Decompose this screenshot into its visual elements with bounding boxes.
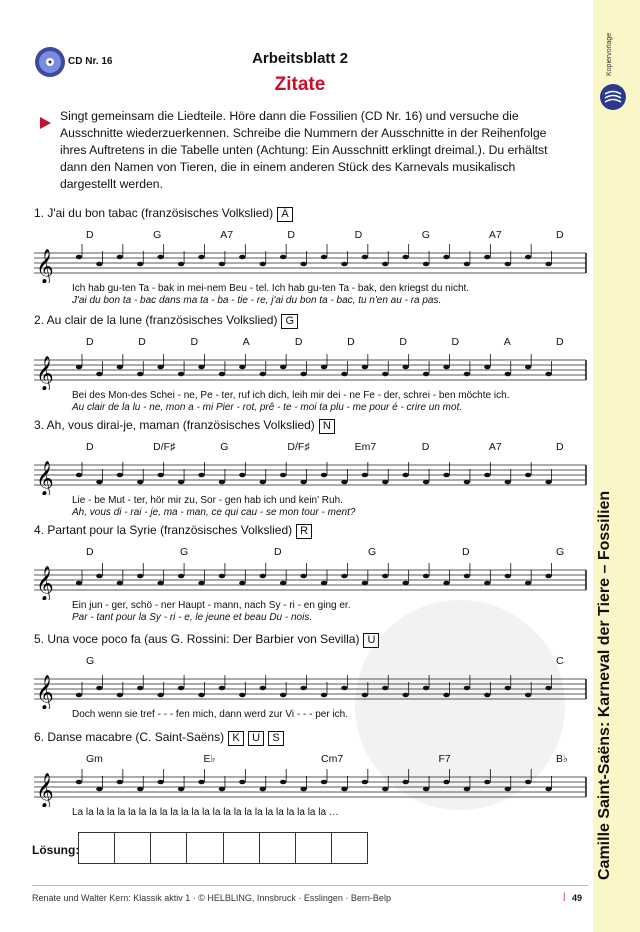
- music-staff: [34, 455, 594, 495]
- note-head: [423, 262, 429, 267]
- music-staff: [34, 560, 594, 600]
- chord-symbol: A7: [488, 441, 502, 453]
- note-head: [341, 372, 347, 377]
- note-head: [300, 372, 306, 377]
- chord-symbol: E♭: [203, 753, 216, 765]
- note-head: [341, 480, 347, 485]
- note-head: [280, 581, 286, 586]
- note-head: [545, 262, 551, 267]
- chord-symbol: Gm: [86, 753, 103, 765]
- note-head: [402, 473, 408, 478]
- note-head: [341, 262, 347, 267]
- note-head: [137, 372, 143, 377]
- song-title: [34, 730, 284, 746]
- chord-symbol: F7: [438, 753, 451, 765]
- chord-symbol: G: [153, 229, 162, 241]
- side-title: Camille Saint-Saëns: Karneval der Tiere – Fossilien: [596, 490, 613, 880]
- note-head: [484, 581, 490, 586]
- note-head: [525, 780, 531, 785]
- note-head: [178, 574, 184, 579]
- note-head: [178, 686, 184, 691]
- chord-symbol: D: [556, 336, 564, 348]
- note-head: [464, 787, 470, 792]
- chord-symbol: D: [421, 441, 430, 453]
- note-head: [178, 372, 184, 377]
- note-head: [300, 574, 306, 579]
- note-head: [402, 255, 408, 260]
- song-title-text: 6. Danse macabre (C. Saint-Saëns): [34, 730, 225, 744]
- solution-cell[interactable]: [259, 832, 295, 864]
- note-head: [157, 473, 163, 478]
- song-title-text: 5. Una voce poco fa (aus G. Rossini: Der Barbier von Sevilla): [34, 632, 360, 646]
- note-head: [402, 581, 408, 586]
- song-title-text: 4. Partant pour la Syrie (französisches Volkslied): [34, 523, 293, 537]
- helbling-logo-icon: [598, 82, 628, 112]
- note-head: [117, 780, 123, 785]
- lyric-line-original: Ah, vous di - rai - je, ma - man, ce qui cau - se mon tour - ment?: [72, 507, 356, 518]
- note-head: [423, 372, 429, 377]
- song-title: [34, 418, 335, 434]
- lyric-line-german: Ein jun - ger, schö - ner Haupt - mann, nach Sy - ri - en ging er.: [72, 600, 351, 611]
- note-head: [260, 574, 266, 579]
- answer-letter-box: R: [296, 524, 312, 539]
- note-head: [280, 473, 286, 478]
- note-head: [464, 574, 470, 579]
- chord-symbol: D: [294, 336, 303, 348]
- note-head: [260, 372, 266, 377]
- note-head: [321, 255, 327, 260]
- lyric-line-german: La la la la la la la la la la la la la la la la la la la la la la la la …: [72, 807, 339, 818]
- note-head: [402, 365, 408, 370]
- note-head: [198, 365, 204, 370]
- note-head: [198, 255, 204, 260]
- worksheet-subtitle: Zitate: [274, 74, 326, 95]
- treble-clef-icon: 𝄞: [36, 356, 54, 390]
- note-head: [525, 365, 531, 370]
- footer-separator: |: [563, 891, 566, 901]
- note-head: [260, 787, 266, 792]
- chord-symbol: D: [347, 336, 355, 348]
- note-head: [198, 693, 204, 698]
- note-head: [505, 262, 511, 267]
- note-head: [423, 480, 429, 485]
- note-head: [341, 574, 347, 579]
- treble-clef-icon: 𝄞: [36, 773, 54, 807]
- solution-cell[interactable]: [78, 832, 114, 864]
- note-head: [117, 693, 123, 698]
- note-head: [362, 365, 368, 370]
- chord-symbol: D: [86, 441, 94, 453]
- chord-symbol: D: [556, 441, 564, 453]
- chord-symbol: D: [451, 336, 460, 348]
- note-head: [443, 693, 449, 698]
- chord-symbol: G: [180, 546, 189, 558]
- note-head: [76, 581, 82, 586]
- chord-symbol: G: [86, 655, 95, 667]
- chord-symbol: D: [86, 229, 94, 241]
- note-head: [341, 686, 347, 691]
- note-head: [280, 780, 286, 785]
- note-head: [545, 372, 551, 377]
- chord-symbol: D: [274, 546, 282, 558]
- note-head: [239, 473, 245, 478]
- note-head: [157, 365, 163, 370]
- note-head: [402, 693, 408, 698]
- note-head: [362, 693, 368, 698]
- solution-label: Lösung:: [32, 843, 80, 857]
- treble-clef-icon: 𝄞: [36, 249, 54, 283]
- note-head: [525, 693, 531, 698]
- note-head: [443, 473, 449, 478]
- song-title: [34, 523, 312, 539]
- note-head: [300, 787, 306, 792]
- solution-cell[interactable]: [186, 832, 222, 864]
- answer-letter-box: N: [319, 419, 335, 434]
- note-head: [117, 581, 123, 586]
- note-head: [157, 693, 163, 698]
- page-number: 49: [572, 893, 583, 903]
- solution-cell[interactable]: [331, 832, 368, 864]
- lyric-line-german: Lie - be Mut - ter, hör mir zu, Sor - gen hab ich und kein' Ruh.: [72, 495, 343, 506]
- note-head: [545, 480, 551, 485]
- note-head: [505, 480, 511, 485]
- note-head: [464, 372, 470, 377]
- note-head: [178, 480, 184, 485]
- song-title-text: 3. Ah, vous dirai-je, maman (französisches Volkslied): [34, 418, 315, 432]
- song-title-text: 1. J'ai du bon tabac (französisches Volkslied): [34, 206, 274, 220]
- treble-clef-icon: 𝄞: [36, 566, 54, 600]
- chord-symbol: D: [86, 546, 94, 558]
- song-title: [34, 206, 293, 222]
- note-head: [219, 480, 225, 485]
- chord-symbol: A: [242, 336, 250, 348]
- solution-table[interactable]: [78, 832, 368, 864]
- note-head: [382, 787, 388, 792]
- chord-symbol: D: [86, 336, 94, 348]
- note-head: [76, 693, 82, 698]
- note-head: [280, 255, 286, 260]
- cd-number: CD Nr. 16: [68, 56, 113, 67]
- note-head: [464, 686, 470, 691]
- chord-symbol: G: [220, 441, 229, 453]
- note-head: [545, 574, 551, 579]
- answer-letter-box: K: [228, 731, 244, 746]
- note-head: [443, 581, 449, 586]
- note-head: [464, 262, 470, 267]
- answer-letter-box: S: [268, 731, 284, 746]
- chord-symbol: D: [462, 546, 470, 558]
- note-head: [219, 574, 225, 579]
- answer-letter-box: G: [281, 314, 298, 329]
- note-head: [300, 686, 306, 691]
- note-head: [484, 693, 490, 698]
- solution-cell[interactable]: [150, 832, 186, 864]
- note-head: [423, 787, 429, 792]
- note-head: [96, 262, 102, 267]
- note-head: [96, 787, 102, 792]
- note-head: [76, 473, 82, 478]
- solution-cell[interactable]: [223, 832, 259, 864]
- note-head: [96, 480, 102, 485]
- note-head: [96, 372, 102, 377]
- chord-symbol: G: [368, 546, 377, 558]
- note-head: [137, 686, 143, 691]
- chord-symbol: A7: [220, 229, 234, 241]
- lyric-line-german: Ich hab gu-ten Ta - bak in mei-nem Beu - tel. Ich hab gu-ten Ta - bak, den kriegst du nicht.: [72, 283, 470, 294]
- note-head: [239, 255, 245, 260]
- note-head: [178, 262, 184, 267]
- note-head: [443, 255, 449, 260]
- note-head: [239, 365, 245, 370]
- note-head: [423, 686, 429, 691]
- note-head: [382, 574, 388, 579]
- note-head: [464, 480, 470, 485]
- note-head: [525, 581, 531, 586]
- note-head: [137, 787, 143, 792]
- note-head: [484, 780, 490, 785]
- note-head: [300, 262, 306, 267]
- chord-symbol: Em7: [354, 441, 377, 453]
- note-head: [219, 686, 225, 691]
- lyric-line-german: Bei des Mon-des Schei - ne, Pe - ter, ruf ich dich, leih mir dei - ne Fe - der, schrei - ben möchte ich.: [72, 390, 510, 401]
- note-head: [545, 787, 551, 792]
- note-head: [382, 686, 388, 691]
- note-head: [117, 473, 123, 478]
- chord-symbol: D: [287, 229, 296, 241]
- note-head: [525, 255, 531, 260]
- note-head: [321, 780, 327, 785]
- note-head: [198, 780, 204, 785]
- chord-symbol: C: [556, 655, 564, 667]
- note-head: [157, 581, 163, 586]
- answer-letter-box: U: [248, 731, 264, 746]
- note-head: [178, 787, 184, 792]
- song-title-text: 2. Au clair de la lune (französisches Volkslied): [34, 313, 278, 327]
- worksheet-title: Arbeitsblatt 2: [252, 50, 348, 67]
- note-head: [239, 581, 245, 586]
- note-head: [260, 262, 266, 267]
- note-head: [321, 365, 327, 370]
- note-head: [219, 372, 225, 377]
- note-head: [157, 780, 163, 785]
- solution-cell[interactable]: [114, 832, 150, 864]
- note-head: [96, 574, 102, 579]
- music-staff: [34, 243, 594, 283]
- note-head: [300, 480, 306, 485]
- note-head: [137, 262, 143, 267]
- arrow-icon: [40, 117, 51, 129]
- note-head: [484, 473, 490, 478]
- solution-cell[interactable]: [295, 832, 331, 864]
- note-head: [219, 262, 225, 267]
- note-head: [76, 780, 82, 785]
- note-head: [545, 686, 551, 691]
- note-head: [321, 581, 327, 586]
- chord-symbol: D/F♯: [153, 441, 176, 453]
- note-head: [402, 780, 408, 785]
- note-head: [362, 473, 368, 478]
- note-head: [117, 255, 123, 260]
- answer-letter-box: U: [363, 633, 379, 648]
- note-head: [423, 574, 429, 579]
- note-head: [260, 480, 266, 485]
- note-head: [137, 574, 143, 579]
- note-head: [321, 693, 327, 698]
- chord-symbol: D: [399, 336, 407, 348]
- note-head: [239, 693, 245, 698]
- treble-clef-icon: 𝄞: [36, 675, 54, 709]
- note-head: [505, 686, 511, 691]
- chord-symbol: G: [556, 546, 565, 558]
- kopiervorlage-label: Kopiervorlage: [606, 32, 613, 76]
- intro-text: Singt gemeinsam die Liedteile. Höre dann die Fossilien (CD Nr. 16) und versuche die Ausschnitte wiederzuerkennen. Schreibe die Nummern der Ausschnitte in der Reihenfolge ihres Auftretens in die Tabelle unten (Achtung: Ein Ausschnitt erklingt dreimal.). Du erhältst dann den Namen von Tieren, die in einem anderen Stück des Karnevals musikalisch dargestellt werden.: [60, 109, 548, 191]
- lyric-line-original: Au clair de la lu - ne, mon a - mi Pier - rot, prê - te - moi ta plu - me pour é - crire un mot.: [72, 402, 463, 413]
- note-head: [280, 693, 286, 698]
- note-head: [505, 787, 511, 792]
- footer-credit: Renate und Walter Kern: Klassik aktiv 1 · © HELBLING, Innsbruck · Esslingen · Bern-Belp: [32, 893, 391, 903]
- note-head: [484, 365, 490, 370]
- note-head: [362, 255, 368, 260]
- lyric-line-original: Par - tant pour la Sy - ri - e, le jeune et beau Du - nois.: [72, 612, 313, 623]
- note-head: [321, 473, 327, 478]
- note-head: [505, 372, 511, 377]
- lyric-line-german: Doch wenn sie tref - - - fen mich, dann werd zur Vi - - - per ich.: [72, 709, 349, 720]
- music-staff: [34, 669, 594, 709]
- note-head: [525, 473, 531, 478]
- lyric-line-original: J'ai du bon ta - bac dans ma ta - ba - tie - re, j'ai du bon ta - bac, tu n'en au - ra pas.: [72, 295, 442, 306]
- note-head: [362, 780, 368, 785]
- note-head: [198, 581, 204, 586]
- note-head: [219, 787, 225, 792]
- note-head: [382, 480, 388, 485]
- note-head: [117, 365, 123, 370]
- note-head: [137, 480, 143, 485]
- note-head: [505, 574, 511, 579]
- chord-symbol: D: [556, 229, 564, 241]
- chord-symbol: Cm7: [321, 753, 344, 765]
- note-head: [382, 262, 388, 267]
- chord-symbol: A: [503, 336, 511, 348]
- note-head: [260, 686, 266, 691]
- note-head: [341, 787, 347, 792]
- chord-symbol: B♭: [556, 753, 568, 765]
- note-head: [96, 686, 102, 691]
- treble-clef-icon: 𝄞: [36, 461, 54, 495]
- note-head: [76, 365, 82, 370]
- note-head: [443, 780, 449, 785]
- note-head: [76, 255, 82, 260]
- chord-symbol: A7: [488, 229, 502, 241]
- note-head: [382, 372, 388, 377]
- chord-symbol: D: [354, 229, 363, 241]
- note-head: [362, 581, 368, 586]
- answer-letter-box: Ä: [277, 207, 293, 222]
- note-head: [280, 365, 286, 370]
- note-head: [239, 780, 245, 785]
- note-head: [198, 473, 204, 478]
- note-head: [443, 365, 449, 370]
- music-staff: [34, 767, 594, 807]
- chord-symbol: D: [138, 336, 146, 348]
- note-head: [157, 255, 163, 260]
- note-head: [484, 255, 490, 260]
- footer-rule: [32, 885, 588, 886]
- song-title: [34, 632, 379, 648]
- chord-symbol: D: [190, 336, 199, 348]
- song-title: [34, 313, 298, 329]
- chord-symbol: D/F♯: [287, 441, 310, 453]
- music-staff: [34, 350, 594, 390]
- chord-symbol: G: [421, 229, 430, 241]
